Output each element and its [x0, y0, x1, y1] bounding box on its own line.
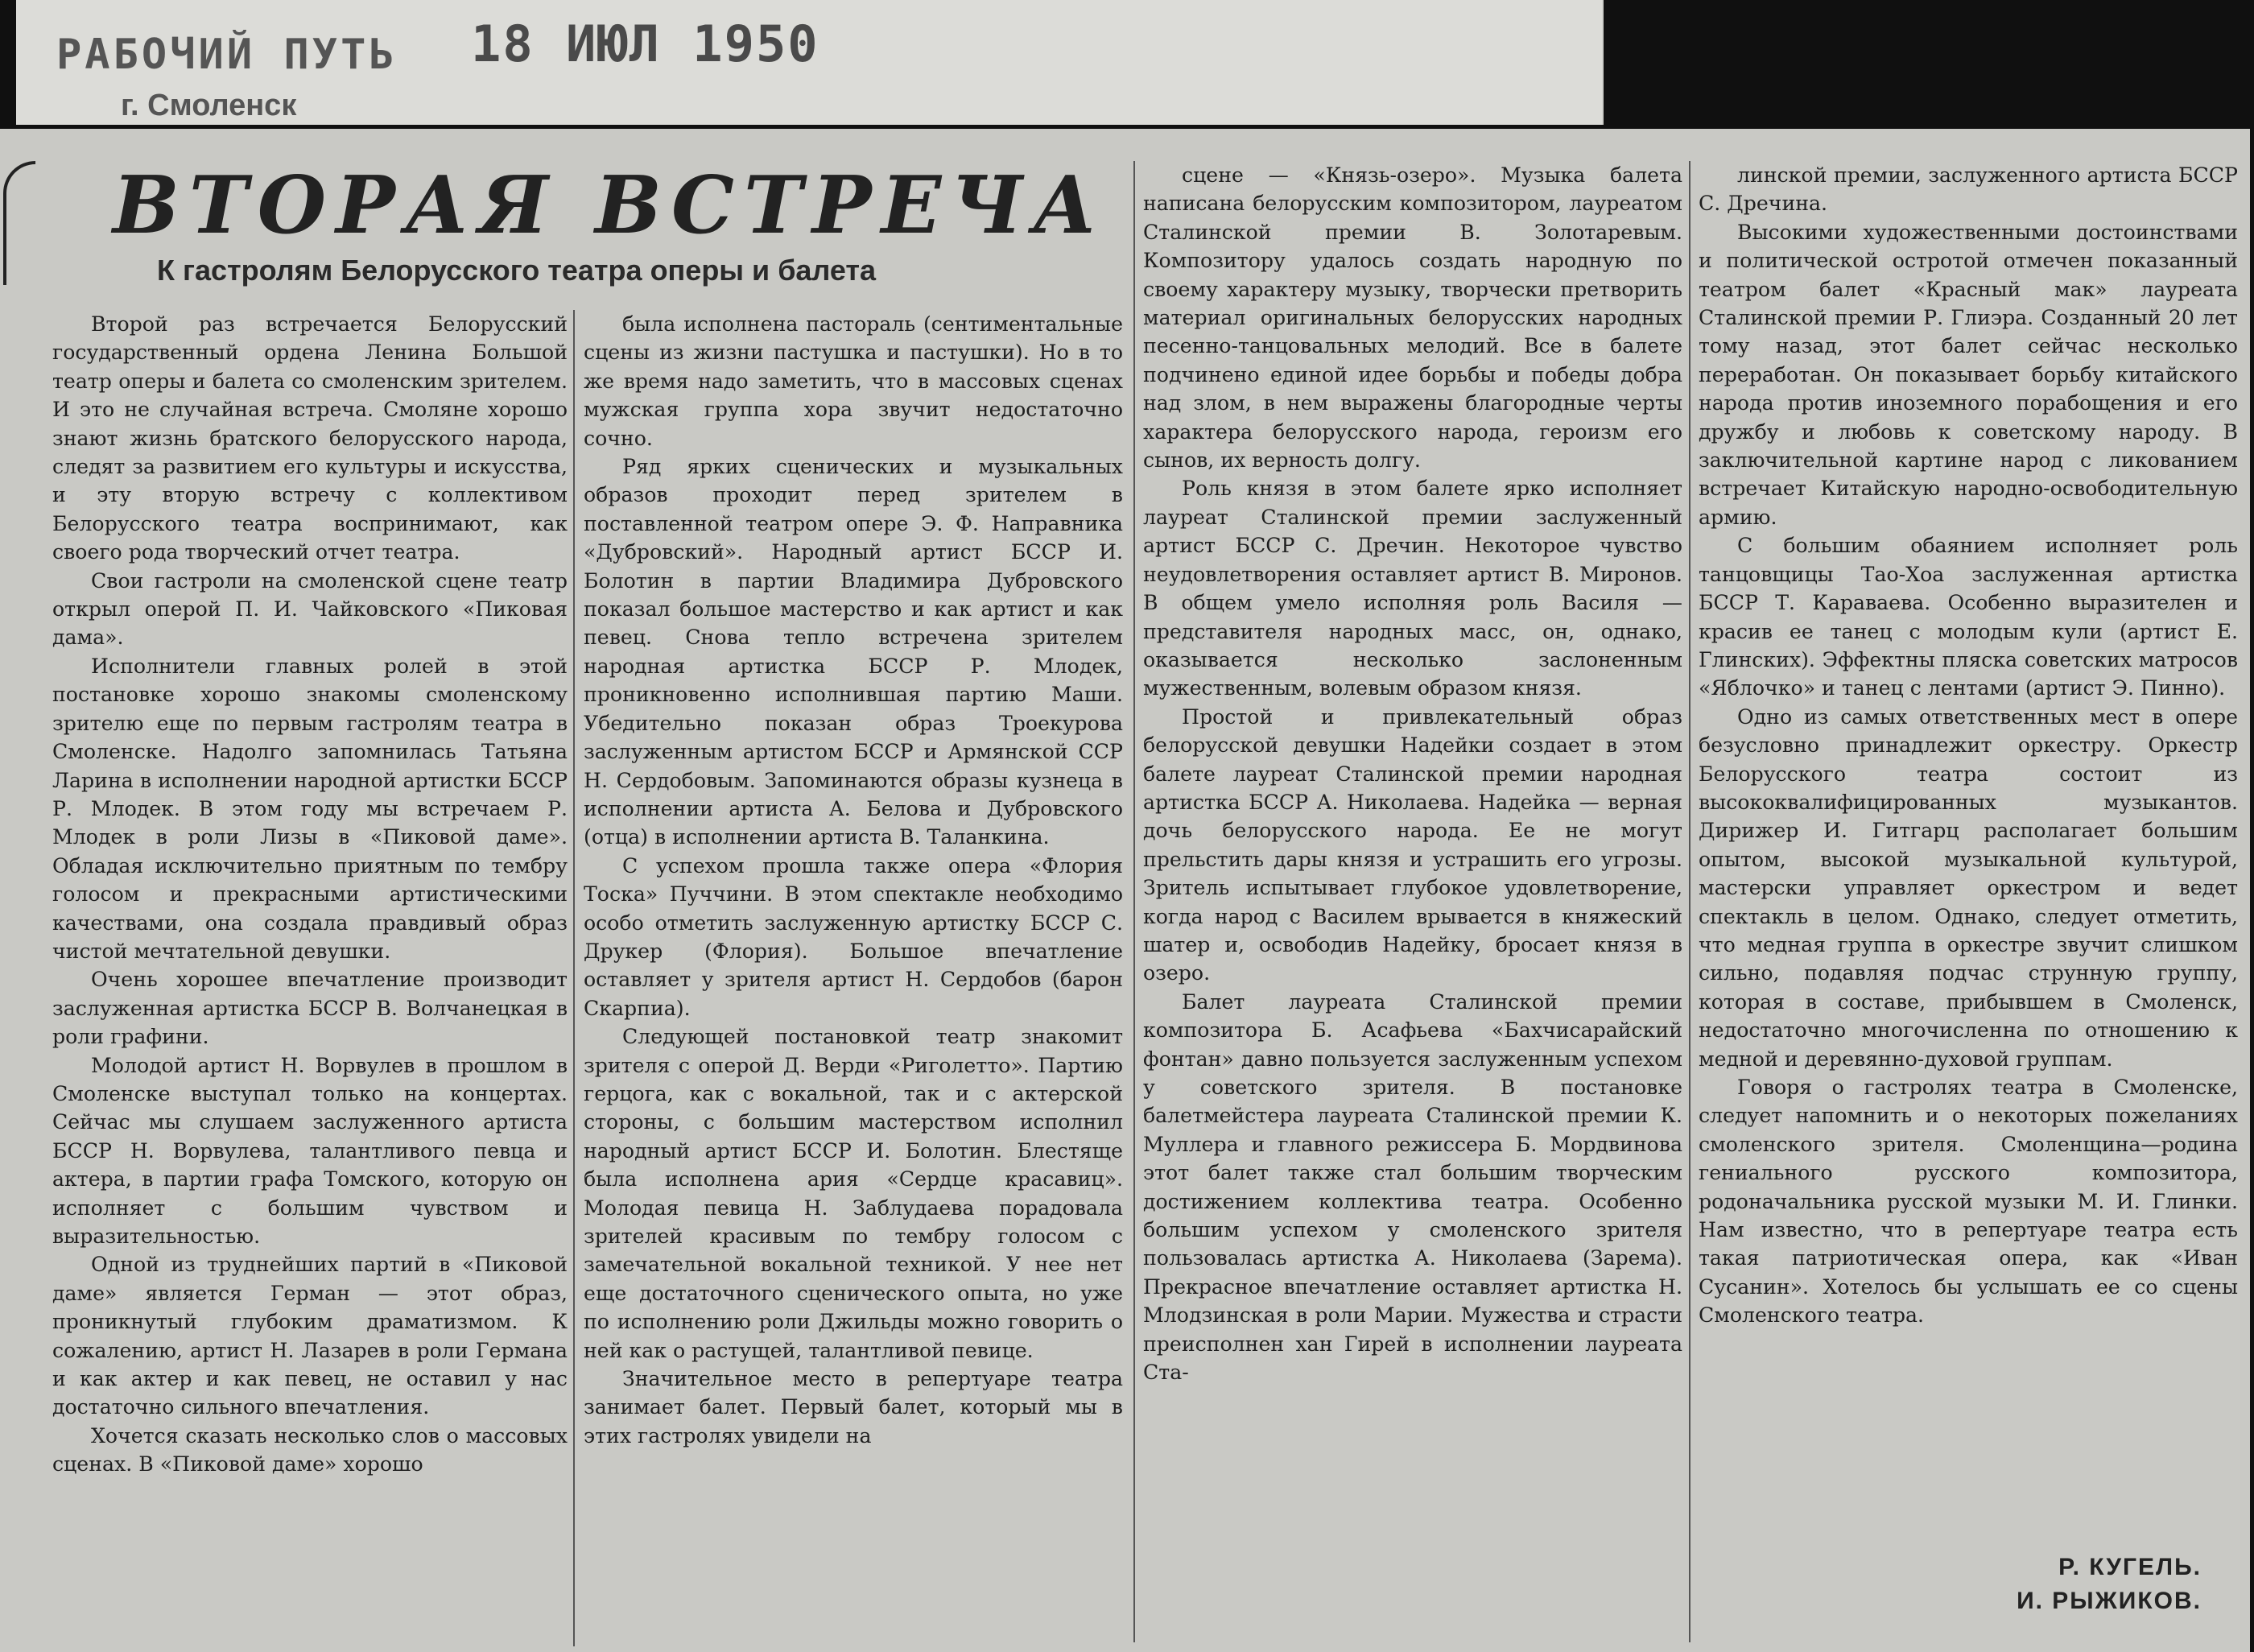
paragraph: Хочется сказать несколько слов о массовых сценах. В «Пиковой даме» хорошо: [52, 1423, 568, 1476]
paragraph: Роль князя в этом балете ярко исполняет лауреат Сталинской премии заслуженный артист БССР С. Дречин. Некоторое чувство неудовлетворения оставляет артист В. Миронов. В общем умело исполняя роль Василя — представителя народных масс, он, однако, оказывается несколько заслоненным мужественным, волевым образом князя.: [1143, 477, 1682, 700]
author-signature: Р. КУГЕЛЬ.: [2058, 1554, 2202, 1580]
city-label: г. Смоленск: [121, 89, 297, 122]
date-stamp: 18 ИЮЛ 1950: [471, 14, 819, 73]
column-divider: [573, 310, 575, 1646]
newspaper-clipping: [0, 129, 2250, 1652]
article-subtitle: К гастролям Белорусского театра оперы и балета: [157, 254, 877, 287]
article-column-1: [52, 310, 568, 1479]
paragraph: Следующей постановкой театр знакомит зрителя с оперой Д. Верди «Риголетто». Партию герцога, как с вокальной, так и с актерской стороны, с большим мастерством исполнил народный артист БССР И. Болотин. Блестяще была исполнена ария «Сердце красавиц». Молодая певица Н. Заблудаева порадовала зрителей красивым по тембру голосом с замечательной вокальной техникой. У нее нет еще достаточного сценического опыта, но уже по исполнению роли Джильды можно говорить о ней как о растущей, талантливой певице.: [584, 1025, 1123, 1362]
paragraph: Свои гастроли на смоленской сцене театр открыл оперой П. И. Чайковского «Пиковая дама».: [52, 568, 568, 650]
decorative-bracket: [3, 161, 35, 285]
article-column-4: [1699, 161, 2238, 1330]
paragraph: Балет лауреата Сталинской премии композитора Б. Асафьева «Бахчисарайский фонтан» давно пользуется заслуженным успехом у советского зрителя. В постановке балетмейстера лауреата Сталинской премии К. Муллера и главного режиссера Б. Мордвинова этот балет также стал большим творческим достижением коллектива театра. Особенно большим успехом у смоленского зрителя пользовалась артистка А. Николаева (Зарема). Прекрасное впечатление оставляет артистка Н. Млодзинская в роли Марии. Мужества и страсти преисполнен хан Гирей в исполнении лауреата Ста-: [1143, 989, 1682, 1385]
paragraph: С большим обаянием исполняет роль танцовщицы Тао-Хоа заслуженная артистка БССР Т. Караваева. Особенно выразителен и красив ее танец с молодым кули (артист Е. Глинских). Эффектны пляска советских матросов «Яблочко» и танец с лентами (артист Э. Пинно).: [1699, 534, 2238, 700]
column-divider: [1133, 161, 1135, 1642]
paragraph: была исполнена пастораль (сентиментальные сцены из жизни пастушка и пастушки). Но в то же время надо заметить, что в массовых сценах мужская группа хора звучит недостаточно сочно.: [584, 312, 1123, 450]
article-title: ВТОРАЯ ВСТРЕЧА: [113, 159, 1107, 252]
paragraph: С успехом прошла также опера «Флория Тоска» Пуччини. В этом спектакле необходимо особо отметить заслуженную артистку БССР С. Друкер (Флория). Большое впечатление оставляет у зрителя артист Н. Сердобов (барон Скарпиа).: [584, 853, 1123, 1020]
paragraph: линской премии, заслуженного артиста БССР С. Дречина.: [1699, 163, 2238, 216]
paragraph: Значительное место в репертуаре театра занимает балет. Первый балет, который мы в этих гастролях увидели на: [584, 1367, 1123, 1448]
paragraph: сцене — «Князь-озеро». Музыка балета написана белорусским композитором, лауреатом Сталинской премии В. Золотаревым. Композитору удалось создать народную по своему характеру музыку, творчески претворить материал оригинальных белорусских народных песенно-танцовальных мелодий. Все в балете подчинено единой идее борьбы и победы добра над злом, в нем выражены благородные черты характера белорусского народа, героизм его сынов, их верность долгу.: [1143, 163, 1682, 473]
column-divider: [1689, 161, 1690, 1642]
paragraph: Одно из самых ответственных мест в опере безусловно принадлежит оркестру. Оркестр Белорусского театра состоит из высококвалифицированных музыкантов. Дирижер И. Гитгарц располагает большим опытом, высокой музыкальной культурой, мастерски управляет оркестром и ведет спектакль в целом. Однако, следует отметить, что медная группа в оркестре звучит слишком сильно, подавляя подчас струнную группу, которая в составе, прибывшем в Смоленск, недостаточно многочисленна по отношению к медной и деревянно-духовой группам.: [1699, 704, 2238, 1071]
newspaper-name-stamp: РАБОЧИЙ ПУТЬ: [56, 31, 398, 79]
paragraph: Одной из труднейших партий в «Пиковой даме» является Герман — этот образ, проникнутый глубоким драматизмом. К сожалению, артист Н. Лазарев в роли Германа и как актер и как певец, не оставил у нас достаточно сильного впечатления.: [52, 1253, 568, 1419]
article-column-3: [1143, 161, 1682, 1386]
paragraph: Второй раз встречается Белорусский государственный ордена Ленина Большой театр оперы и балета со смоленским зрителем. И это не случайная встреча. Смоляне хорошо знают жизнь братского белорусского народа, следят за развитием его культуры и искусства, и эту вторую встречу с коллективом Белорусского театра воспринимают, как своего рода творческий отчет театра.: [52, 312, 568, 564]
paragraph: Молодой артист Н. Ворвулев в прошлом в Смоленске выступал только на концертах. Сейчас мы слушаем заслуженного артиста БССР Н. Ворвулева, талантливого певца и актера, в партии графа Томского, которую он исполняет с большим чувством и выразительностью.: [52, 1053, 568, 1248]
paragraph: Простой и привлекательный образ белорусской девушки Надейки создает в этом балете лауреат Сталинской премии народная артистка БССР А. Николаева. Надейка — верная дочь белорусского народа. Ее не могут прельстить дары князя и устрашить его угрозы. Зритель испытывает глубокое удовлетворение, когда народ с Василем врывается в княжеский шатер и, освободив Надейку, бросает князя в озеро.: [1143, 704, 1682, 985]
paragraph: Говоря о гастролях театра в Смоленске, следует напомнить и о некоторых пожеланиях смоленского зрителя. Смоленщина—родина гениального русского композитора, родоначальника русской музыки М. И. Глинки. Нам известно, что в репертуаре театра есть такая патриотическая опера, как «Иван Сусанин». Хотелось бы услышать ее со сцены Смоленского театра.: [1699, 1076, 2238, 1328]
paragraph: Очень хорошее впечатление производит заслуженная артистка БССР В. Волчанецкая в роли графини.: [52, 968, 568, 1049]
article-column-2: [584, 310, 1123, 1450]
paragraph: Ряд ярких сценических и музыкальных образов проходит перед зрителем в поставленной театром опере Э. Ф. Направника «Дубровский». Народный артист БССР И. Болотин в партии Владимира Дубровского показал большое мастерство и как артист и как певец. Снова тепло встречена зрителем народная артистка БССР Р. Млодек, проникновенно исполнившая партию Маши. Убедительно показан образ Троекурова заслуженным артистом БССР и Армянской ССР Н. Сердобовым. Запоминаются образы кузнеца в исполнении артиста А. Белова и Дубровского (отца) в исполнении артиста В. Таланкина.: [584, 455, 1123, 849]
paragraph: Исполнители главных ролей в этой постановке хорошо знакомы смоленскому зрителю еще по первым гастролям театра в Смоленске. Надолго запомнилась Татьяна Ларина в исполнении народной артистки БССР Р. Млодек. В этом году мы встречаем Р. Млодек в роли Лизы в «Пиковой даме». Обладая исключительно приятным по тембру голосом и прекрасными артистическими качествами, она создала правдивый образ чистой мечтательной девушки.: [52, 654, 568, 963]
author-signature: И. РЫЖИКОВ.: [2017, 1588, 2202, 1614]
paragraph: Высокими художественными достоинствами и политической остротой отмечен показанный театром балет «Красный мак» лауреата Сталинской премии Р. Глиэра. Созданный 20 лет тому назад, этот балет сейчас несколько переработан. Он показывает борьбу китайского народа против иноземного порабощения и его дружбу и любовь к советскому народу. В заключительной картине народ с ликованием встречает Китайскую народно-освободительную армию.: [1699, 220, 2238, 529]
clipping-label: [16, 0, 1604, 125]
